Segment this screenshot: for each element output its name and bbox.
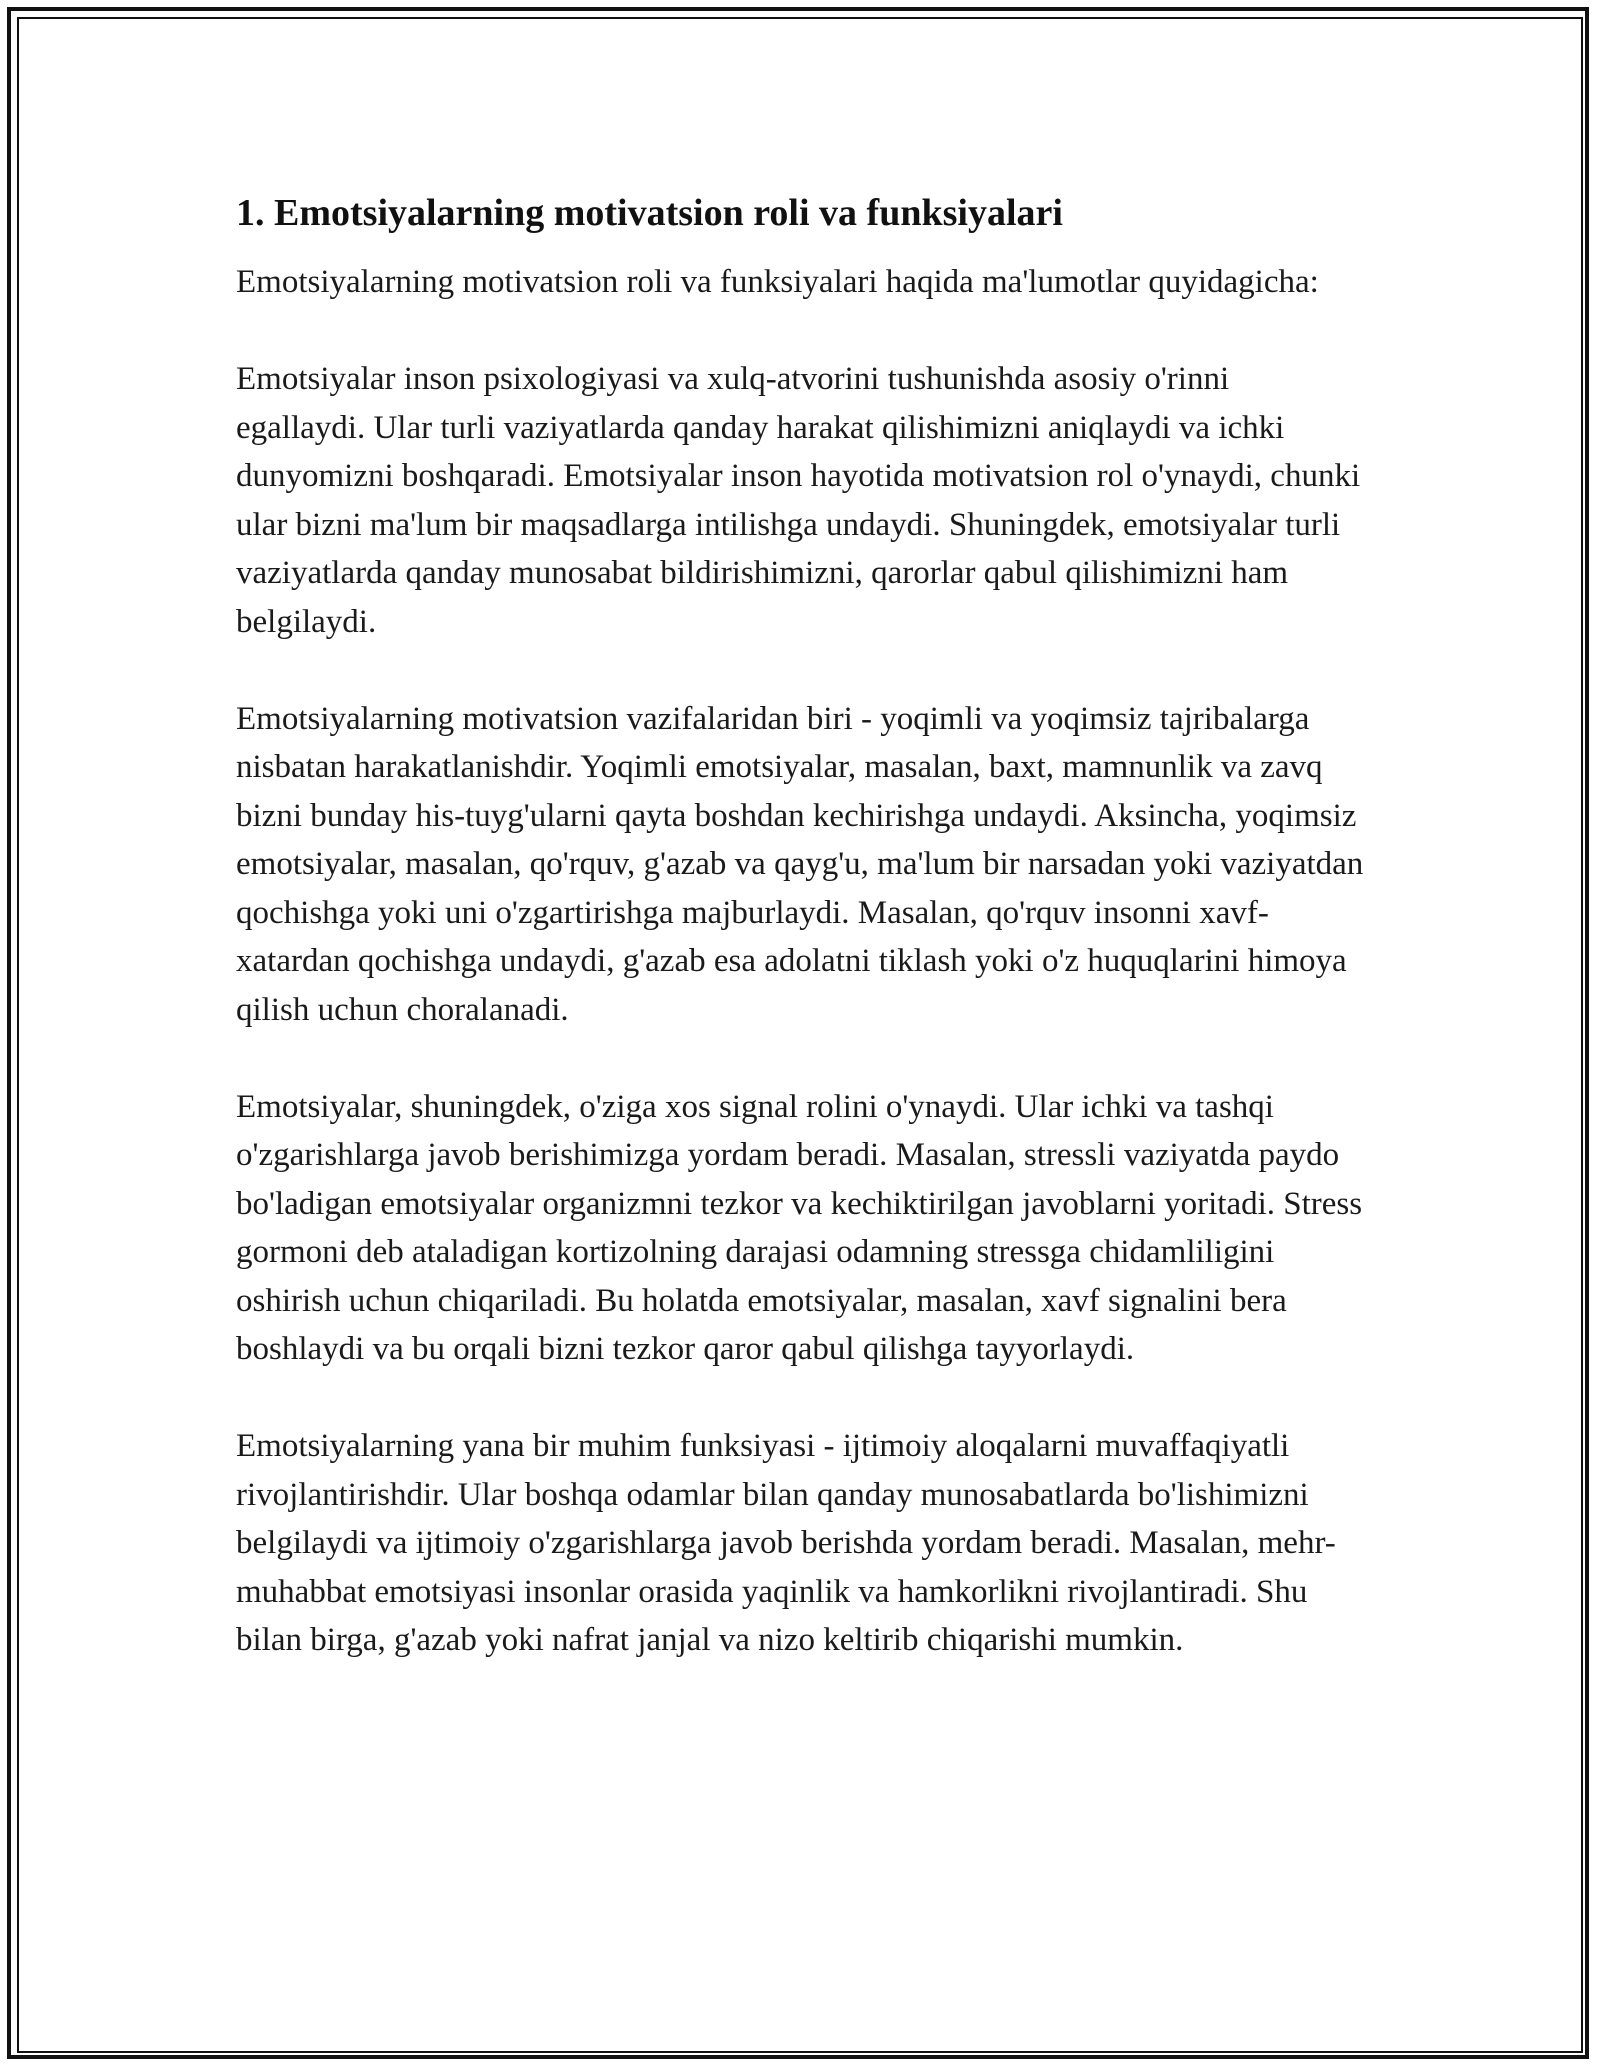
paragraph-social-function: Emotsiyalarning yana bir muhim funksiyasi - ijtimoiy aloqalarni muvaffaqiyatli rivojlantirishdir. Ular boshqa odamlar bilan qanday munosabatlarda bo'lishimizni belgilaydi va ijtimoiy o'zgarishlarga javob berishda yordam beradi. Masalan, mehr-muhabbat emotsiyasi insonlar orasida yaqinlik va hamkorlikni rivojlantiradi. Shu bilan birga, g'azab yoki nafrat janjal va nizo keltirib chiqarishi mumkin. xyxy=(236,1428,1336,1658)
paragraph-role: Emotsiyalar inson psixologiyasi va xulq-atvorini tushunishda asosiy o'rinni egallaydi. Ular turli vaziyatlarda qanday harakat qilishimizni aniqlaydi va ichki dunyomizni boshqaradi. Emotsiyalar inson hayotida motivatsion rol o'ynaydi, chunki ular bizni ma'lum bir maqsadlarga intilishga undaydi. Shuningdek, emotsiyalar turli vaziyatlarda qanday munosabat bildirishimizni, qarorlar qabul qilishimizni ham belgilaydi. xyxy=(236,361,1361,640)
document-body xyxy=(236,186,1364,1665)
section-heading: 1. Emotsiyalarning motivatsion roli va funksiyalari xyxy=(236,192,1063,234)
paragraph-intro: Emotsiyalarning motivatsion roli va funksiyalari haqida ma'lumotlar quyidagicha: xyxy=(236,264,1319,300)
paragraph-signal-role: Emotsiyalar, shuningdek, o'ziga xos signal rolini o'ynaydi. Ular ichki va tashqi o'zgarishlarga javob berishimizga yordam beradi. Masalan, stressli vaziyatda paydo bo'ladigan emotsiyalar organizmni tezkor va kechiktirilgan javoblarni yoritadi. Stress gormoni deb ataladigan kortizolning darajasi odamning stressga chidamliligini oshirish uchun chiqariladi. Bu holatda emotsiyalar, masalan, xavf signalini bera boshlaydi va bu orqali bizni tezkor qaror qabul qilishga tayyorlaydi. xyxy=(236,1088,1363,1367)
paragraph-pleasant-unpleasant: Emotsiyalarning motivatsion vazifalaridan biri - yoqimli va yoqimsiz tajribalarga nisbatan harakatlanishdir. Yoqimli emotsiyalar, masalan, baxt, mamnunlik va zavq bizni bunday his-tuyg'ularni qayta boshdan kechirishga undaydi. Aksincha, yoqimsiz emotsiyalar, masalan, qo'rquv, g'azab va qayg'u, ma'lum bir narsadan yoki vaziyatdan qochishga yoki uni o'zgartirishga majburlaydi. Masalan, qo'rquv insonni xavf-xatardan qochishga undaydi, g'azab esa adolatni tiklash yoki o'z huquqlarini himoya qilish uchun choralanadi. xyxy=(236,700,1364,1028)
